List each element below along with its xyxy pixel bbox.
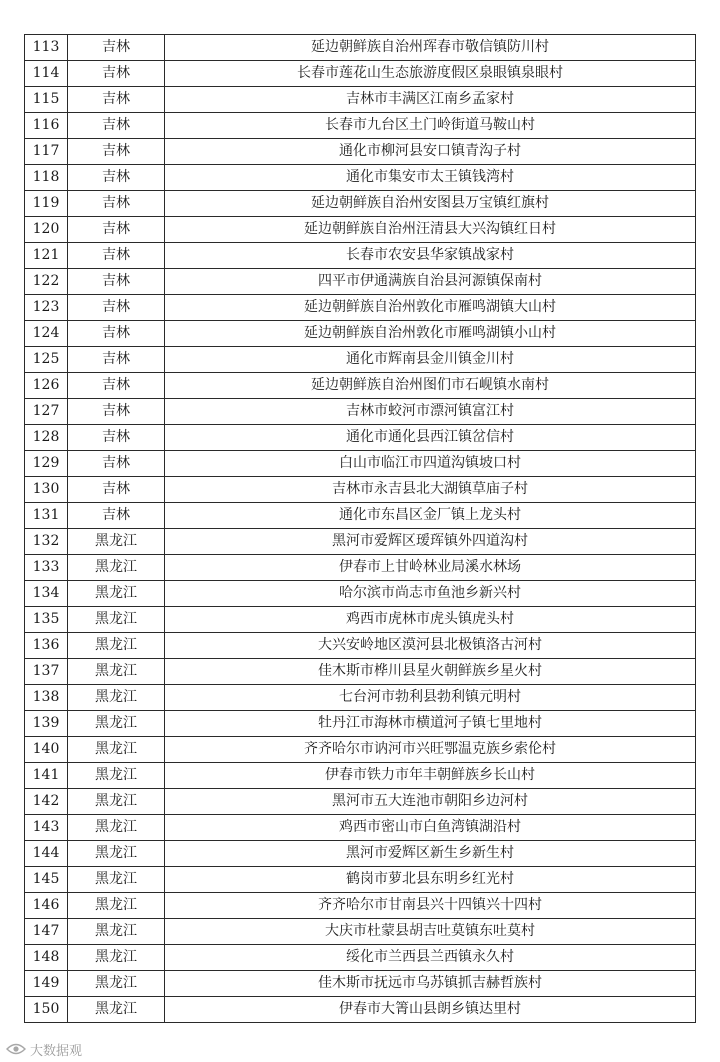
row-number-cell: 116 bbox=[25, 113, 68, 139]
province-cell: 吉林 bbox=[68, 477, 165, 503]
row-number-cell: 128 bbox=[25, 425, 68, 451]
table-row bbox=[25, 477, 696, 503]
village-name-cell: 七台河市勃利县勃利镇元明村 bbox=[165, 685, 696, 711]
table-row bbox=[25, 503, 696, 529]
row-number-cell: 145 bbox=[25, 867, 68, 893]
row-number-cell: 115 bbox=[25, 87, 68, 113]
table-row bbox=[25, 347, 696, 373]
province-cell: 吉林 bbox=[68, 165, 165, 191]
row-number-cell: 132 bbox=[25, 529, 68, 555]
province-cell: 黑龙江 bbox=[68, 737, 165, 763]
province-cell: 吉林 bbox=[68, 399, 165, 425]
row-number-cell: 120 bbox=[25, 217, 68, 243]
village-name-cell: 佳木斯市抚远市乌苏镇抓吉赫哲族村 bbox=[165, 971, 696, 997]
village-name-cell: 延边朝鲜族自治州汪清县大兴沟镇红日村 bbox=[165, 217, 696, 243]
row-number-cell: 141 bbox=[25, 763, 68, 789]
table-row bbox=[25, 61, 696, 87]
village-name-cell: 齐齐哈尔市甘南县兴十四镇兴十四村 bbox=[165, 893, 696, 919]
province-cell: 黑龙江 bbox=[68, 763, 165, 789]
province-cell: 吉林 bbox=[68, 269, 165, 295]
province-cell: 黑龙江 bbox=[68, 555, 165, 581]
table-row bbox=[25, 867, 696, 893]
eye-logo-icon bbox=[6, 1042, 26, 1056]
table-row bbox=[25, 269, 696, 295]
village-name-cell: 黑河市五大连池市朝阳乡边河村 bbox=[165, 789, 696, 815]
table-row bbox=[25, 243, 696, 269]
village-name-cell: 吉林市蛟河市漂河镇富江村 bbox=[165, 399, 696, 425]
table-row bbox=[25, 737, 696, 763]
table-row bbox=[25, 425, 696, 451]
row-number-cell: 123 bbox=[25, 295, 68, 321]
province-cell: 黑龙江 bbox=[68, 841, 165, 867]
table-row bbox=[25, 945, 696, 971]
table-row bbox=[25, 841, 696, 867]
row-number-cell: 133 bbox=[25, 555, 68, 581]
village-list-table bbox=[24, 34, 696, 1023]
province-cell: 黑龙江 bbox=[68, 633, 165, 659]
row-number-cell: 144 bbox=[25, 841, 68, 867]
village-name-cell: 白山市临江市四道沟镇坡口村 bbox=[165, 451, 696, 477]
table-row bbox=[25, 555, 696, 581]
row-number-cell: 146 bbox=[25, 893, 68, 919]
province-cell: 黑龙江 bbox=[68, 971, 165, 997]
province-cell: 黑龙江 bbox=[68, 945, 165, 971]
village-name-cell: 伊春市大箐山县朗乡镇达里村 bbox=[165, 997, 696, 1023]
row-number-cell: 126 bbox=[25, 373, 68, 399]
table-row bbox=[25, 191, 696, 217]
province-cell: 吉林 bbox=[68, 113, 165, 139]
table-row bbox=[25, 373, 696, 399]
row-number-cell: 134 bbox=[25, 581, 68, 607]
row-number-cell: 124 bbox=[25, 321, 68, 347]
province-cell: 吉林 bbox=[68, 61, 165, 87]
province-cell: 黑龙江 bbox=[68, 685, 165, 711]
row-number-cell: 137 bbox=[25, 659, 68, 685]
watermark bbox=[6, 1038, 82, 1060]
row-number-cell: 119 bbox=[25, 191, 68, 217]
table-row bbox=[25, 321, 696, 347]
village-name-cell: 大兴安岭地区漠河县北极镇洛古河村 bbox=[165, 633, 696, 659]
village-name-cell: 大庆市杜蒙县胡吉吐莫镇东吐莫村 bbox=[165, 919, 696, 945]
province-cell: 黑龙江 bbox=[68, 919, 165, 945]
province-cell: 黑龙江 bbox=[68, 659, 165, 685]
province-cell: 吉林 bbox=[68, 243, 165, 269]
table-row bbox=[25, 893, 696, 919]
table-row bbox=[25, 997, 696, 1023]
province-cell: 吉林 bbox=[68, 451, 165, 477]
village-name-cell: 延边朝鲜族自治州安图县万宝镇红旗村 bbox=[165, 191, 696, 217]
province-cell: 黑龙江 bbox=[68, 815, 165, 841]
village-name-cell: 绥化市兰西县兰西镇永久村 bbox=[165, 945, 696, 971]
province-cell: 吉林 bbox=[68, 191, 165, 217]
table-row bbox=[25, 659, 696, 685]
village-name-cell: 吉林市永吉县北大湖镇草庙子村 bbox=[165, 477, 696, 503]
province-cell: 黑龙江 bbox=[68, 711, 165, 737]
province-cell: 黑龙江 bbox=[68, 867, 165, 893]
row-number-cell: 140 bbox=[25, 737, 68, 763]
row-number-cell: 114 bbox=[25, 61, 68, 87]
row-number-cell: 131 bbox=[25, 503, 68, 529]
village-name-cell: 通化市集安市太王镇钱湾村 bbox=[165, 165, 696, 191]
row-number-cell: 139 bbox=[25, 711, 68, 737]
village-name-cell: 长春市九台区土门岭街道马鞍山村 bbox=[165, 113, 696, 139]
village-name-cell: 四平市伊通满族自治县河源镇保南村 bbox=[165, 269, 696, 295]
village-name-cell: 延边朝鲜族自治州珲春市敬信镇防川村 bbox=[165, 35, 696, 61]
province-cell: 吉林 bbox=[68, 503, 165, 529]
province-cell: 黑龙江 bbox=[68, 789, 165, 815]
row-number-cell: 117 bbox=[25, 139, 68, 165]
province-cell: 吉林 bbox=[68, 217, 165, 243]
table-row bbox=[25, 295, 696, 321]
table-row bbox=[25, 217, 696, 243]
table-row bbox=[25, 529, 696, 555]
row-number-cell: 118 bbox=[25, 165, 68, 191]
row-number-cell: 136 bbox=[25, 633, 68, 659]
village-name-cell: 通化市辉南县金川镇金川村 bbox=[165, 347, 696, 373]
village-name-cell: 鸡西市虎林市虎头镇虎头村 bbox=[165, 607, 696, 633]
village-name-cell: 鸡西市密山市白鱼湾镇湖沿村 bbox=[165, 815, 696, 841]
row-number-cell: 135 bbox=[25, 607, 68, 633]
row-number-cell: 147 bbox=[25, 919, 68, 945]
row-number-cell: 138 bbox=[25, 685, 68, 711]
table-row bbox=[25, 971, 696, 997]
row-number-cell: 148 bbox=[25, 945, 68, 971]
province-cell: 吉林 bbox=[68, 373, 165, 399]
village-name-cell: 通化市东昌区金厂镇上龙头村 bbox=[165, 503, 696, 529]
table-row bbox=[25, 451, 696, 477]
village-name-cell: 伊春市上甘岭林业局溪水林场 bbox=[165, 555, 696, 581]
table-row bbox=[25, 815, 696, 841]
row-number-cell: 127 bbox=[25, 399, 68, 425]
table-row bbox=[25, 113, 696, 139]
village-name-cell: 黑河市爱辉区瑷珲镇外四道沟村 bbox=[165, 529, 696, 555]
table-row bbox=[25, 789, 696, 815]
row-number-cell: 150 bbox=[25, 997, 68, 1023]
table-row bbox=[25, 139, 696, 165]
village-name-cell: 吉林市丰满区江南乡孟家村 bbox=[165, 87, 696, 113]
village-name-cell: 哈尔滨市尚志市鱼池乡新兴村 bbox=[165, 581, 696, 607]
province-cell: 吉林 bbox=[68, 347, 165, 373]
table-body bbox=[25, 35, 696, 1023]
table-row bbox=[25, 165, 696, 191]
table-row bbox=[25, 633, 696, 659]
village-name-cell: 黑河市爱辉区新生乡新生村 bbox=[165, 841, 696, 867]
table-row bbox=[25, 35, 696, 61]
row-number-cell: 142 bbox=[25, 789, 68, 815]
village-name-cell: 延边朝鲜族自治州图们市石岘镇水南村 bbox=[165, 373, 696, 399]
village-name-cell: 长春市莲花山生态旅游度假区泉眼镇泉眼村 bbox=[165, 61, 696, 87]
row-number-cell: 125 bbox=[25, 347, 68, 373]
row-number-cell: 121 bbox=[25, 243, 68, 269]
province-cell: 黑龙江 bbox=[68, 529, 165, 555]
row-number-cell: 129 bbox=[25, 451, 68, 477]
village-name-cell: 长春市农安县华家镇战家村 bbox=[165, 243, 696, 269]
province-cell: 吉林 bbox=[68, 321, 165, 347]
province-cell: 吉林 bbox=[68, 35, 165, 61]
province-cell: 吉林 bbox=[68, 425, 165, 451]
table-row bbox=[25, 919, 696, 945]
village-name-cell: 牡丹江市海林市横道河子镇七里地村 bbox=[165, 711, 696, 737]
province-cell: 黑龙江 bbox=[68, 581, 165, 607]
village-name-cell: 通化市柳河县安口镇青沟子村 bbox=[165, 139, 696, 165]
row-number-cell: 130 bbox=[25, 477, 68, 503]
village-name-cell: 伊春市铁力市年丰朝鲜族乡长山村 bbox=[165, 763, 696, 789]
table-row bbox=[25, 399, 696, 425]
row-number-cell: 149 bbox=[25, 971, 68, 997]
village-name-cell: 鹤岗市萝北县东明乡红光村 bbox=[165, 867, 696, 893]
village-name-cell: 佳木斯市桦川县星火朝鲜族乡星火村 bbox=[165, 659, 696, 685]
row-number-cell: 122 bbox=[25, 269, 68, 295]
table-row bbox=[25, 581, 696, 607]
province-cell: 吉林 bbox=[68, 139, 165, 165]
village-name-cell: 延边朝鲜族自治州敦化市雁鸣湖镇大山村 bbox=[165, 295, 696, 321]
table-row bbox=[25, 685, 696, 711]
watermark-text: 大数据观 bbox=[30, 1043, 83, 1059]
table-row bbox=[25, 87, 696, 113]
village-name-cell: 延边朝鲜族自治州敦化市雁鸣湖镇小山村 bbox=[165, 321, 696, 347]
province-cell: 吉林 bbox=[68, 295, 165, 321]
village-name-cell: 通化市通化县西江镇岔信村 bbox=[165, 425, 696, 451]
province-cell: 吉林 bbox=[68, 87, 165, 113]
row-number-cell: 143 bbox=[25, 815, 68, 841]
province-cell: 黑龙江 bbox=[68, 893, 165, 919]
province-cell: 黑龙江 bbox=[68, 997, 165, 1023]
table-row bbox=[25, 607, 696, 633]
province-cell: 黑龙江 bbox=[68, 607, 165, 633]
row-number-cell: 113 bbox=[25, 35, 68, 61]
table-row bbox=[25, 763, 696, 789]
village-name-cell: 齐齐哈尔市讷河市兴旺鄂温克族乡索伦村 bbox=[165, 737, 696, 763]
table-row bbox=[25, 711, 696, 737]
